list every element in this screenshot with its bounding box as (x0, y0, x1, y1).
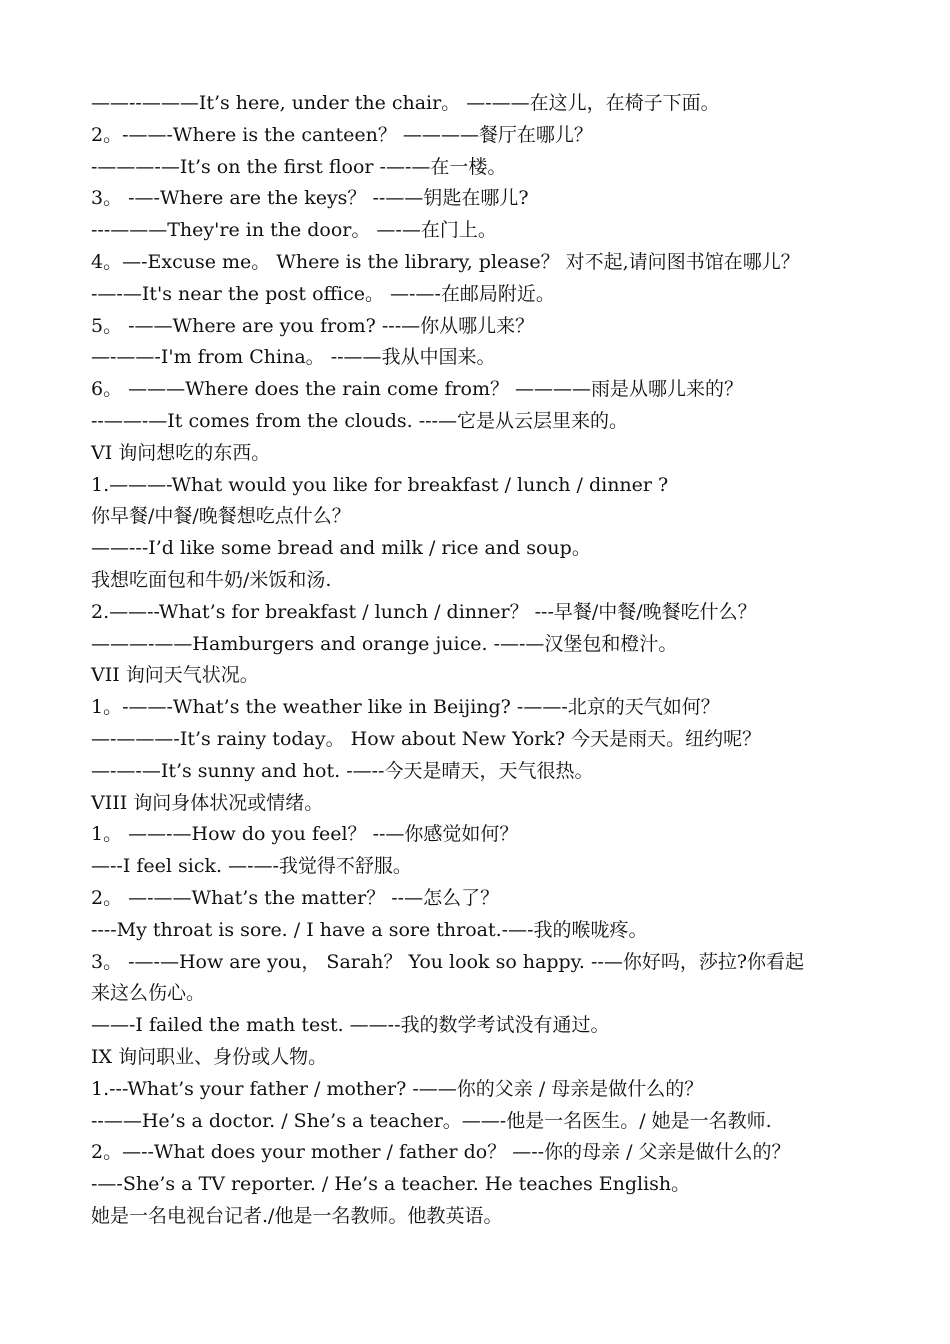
text-line: ———-——Hamburgers and orange juice. -—-—汉堡包和橙汁。 (91, 632, 678, 655)
text-line: --——He’s a doctor. / She’s a teacher。——-他是一名医生。/ 她是一名教师. (91, 1109, 772, 1132)
document-body (91, 88, 871, 1233)
text-line: 1.———-What would you like for breakfast / lunch / dinner ? (91, 473, 669, 496)
text-line: 1。-——-What’s the weather like in Beijing? -——-北京的天气如何？ (91, 696, 720, 719)
text-line: 你早餐/中餐/晚餐想吃点什么？ (91, 505, 351, 528)
section-heading: IX 询问职业、身份或人物。 (91, 1045, 328, 1068)
text-line: 3。 -—-Where are the keys？ --——钥匙在哪儿? (91, 187, 529, 210)
text-line: —--I feel sick. —-—-我觉得不舒服。 (91, 855, 412, 878)
text-line: 我想吃面包和牛奶/米饭和汤. (91, 568, 332, 591)
text-line: --——-—It comes from the clouds. ---—它是从云层里来的。 (91, 409, 628, 432)
text-line: 2。—--What does your mother / father do？ —--你的母亲 / 父亲是做什么的？ (91, 1141, 791, 1164)
text-line: -—-—It's near the post office。 —-—-在邮局附近。 (91, 282, 555, 305)
text-line: —-———-It’s rainy today。 How about New York? 今天是雨天。纽约呢？ (91, 727, 762, 750)
text-line: 2.——--What’s for breakfast / lunch / dinner？ ---早餐/中餐/晚餐吃什么？ (91, 600, 757, 623)
text-line: 6。 ———Where does the rain come from？ ————雨是从哪儿来的？ (91, 378, 744, 401)
text-line: -———-—It’s on the first floor -—-—在一楼。 (91, 155, 507, 178)
section-heading: VII 询问天气状况。 (91, 664, 259, 687)
text-line: 来这么伤心。 (91, 982, 206, 1005)
text-line: ----My throat is sore. / I have a sore throat.-—-我的喉咙疼。 (91, 918, 648, 941)
text-line: ——---I’d like some bread and milk / rice and soup。 (91, 537, 591, 560)
text-line: —-—-—It’s sunny and hot. -—--今天是晴天，天气很热。 (91, 759, 594, 782)
section-heading: VIII 询问身体状况或情绪。 (91, 791, 324, 814)
text-line: ---———They're in the door。 —-—在门上。 (91, 219, 497, 242)
text-line: 1。 ——-—How do you feel？ --—你感觉如何？ (91, 823, 519, 846)
text-line: 4。—-Excuse me。 Where is the library, please？ 对不起,请问图书馆在哪儿？ (91, 250, 800, 273)
text-line: ——--———It’s here, under the chair。 —-——在这儿，在椅子下面。 (91, 92, 720, 114)
text-line: ——-I failed the math test. ——--我的数学考试没有通过。 (91, 1014, 610, 1037)
text-line: 2。-——-Where is the canteen？ ————餐厅在哪儿？ (91, 123, 593, 146)
section-heading: VI 询问想吃的东西。 (91, 441, 271, 464)
text-line: 3。 -—-—How are you， Sarah？ You look so happy. --—你好吗，莎拉?你看起 (91, 950, 805, 973)
text-line: 1.---What’s your father / mother? -——你的父亲 / 母亲是做什么的？ (91, 1077, 704, 1100)
text-line: 她是一名电视台记者./他是一名教师。他教英语。 (91, 1204, 503, 1227)
text-line: 2。 —-——What’s the matter？ --—怎么了？ (91, 886, 500, 909)
text-line: —-——-I'm from China。 --——我从中国来。 (91, 346, 496, 369)
text-line: -—-She’s a TV reporter. / He’s a teacher. He teaches English。 (91, 1173, 691, 1196)
text-line: 5。 -——Where are you from? ---—你从哪儿来？ (91, 314, 535, 337)
